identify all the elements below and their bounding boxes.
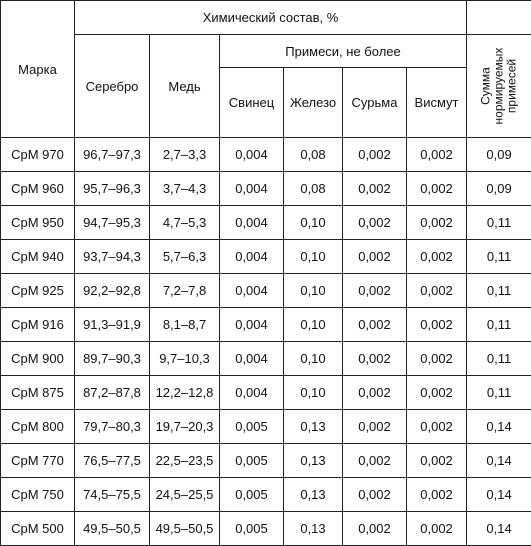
table-row: [1, 172, 531, 206]
header-silver: Серебро: [75, 35, 150, 138]
cell-bismuth: 0,002: [407, 512, 467, 546]
table-row: [1, 206, 531, 240]
cell-bismuth: 0,002: [407, 478, 467, 512]
cell-iron: 0,08: [284, 138, 343, 172]
header-composition: Химический состав, %: [75, 1, 467, 35]
table-row: [1, 376, 531, 410]
cell-copper: 8,1–8,7: [150, 308, 220, 342]
cell-silver: 89,7–90,3: [75, 342, 150, 376]
cell-bismuth: 0,002: [407, 342, 467, 376]
header-sum-cell: [467, 35, 531, 138]
cell-silver: 94,7–95,3: [75, 206, 150, 240]
cell-antimony: 0,002: [343, 444, 407, 478]
cell-lead: 0,004: [220, 376, 284, 410]
cell-bismuth: 0,002: [407, 376, 467, 410]
cell-antimony: 0,002: [343, 206, 407, 240]
cell-sum: 0,11: [467, 376, 531, 410]
cell-copper: 22,5–23,5: [150, 444, 220, 478]
header-bismuth: Висмут: [407, 68, 467, 138]
cell-silver: 91,3–91,9: [75, 308, 150, 342]
cell-iron: 0,10: [284, 240, 343, 274]
header-brand: Марка: [1, 1, 75, 138]
table-row: [1, 308, 531, 342]
header-sum: Сумма нормируемых примесей: [480, 36, 519, 136]
cell-antimony: 0,002: [343, 308, 407, 342]
cell-copper: 49,5–50,5: [150, 512, 220, 546]
cell-brand: СрМ 770: [1, 444, 75, 478]
cell-silver: 74,5–75,5: [75, 478, 150, 512]
cell-brand: СрМ 950: [1, 206, 75, 240]
cell-sum: 0,11: [467, 342, 531, 376]
cell-antimony: 0,002: [343, 410, 407, 444]
cell-brand: СрМ 970: [1, 138, 75, 172]
header-antimony: Сурьма: [343, 68, 407, 138]
cell-iron: 0,13: [284, 512, 343, 546]
cell-silver: 79,7–80,3: [75, 410, 150, 444]
header-blank: [467, 1, 531, 35]
cell-iron: 0,10: [284, 376, 343, 410]
cell-antimony: 0,002: [343, 240, 407, 274]
cell-lead: 0,005: [220, 444, 284, 478]
cell-silver: 76,5–77,5: [75, 444, 150, 478]
cell-sum: 0,09: [467, 138, 531, 172]
cell-iron: 0,10: [284, 274, 343, 308]
cell-copper: 7,2–7,8: [150, 274, 220, 308]
cell-sum: 0,11: [467, 308, 531, 342]
table-row: [1, 240, 531, 274]
cell-sum: 0,14: [467, 410, 531, 444]
cell-brand: СрМ 500: [1, 512, 75, 546]
cell-copper: 5,7–6,3: [150, 240, 220, 274]
cell-antimony: 0,002: [343, 376, 407, 410]
cell-antimony: 0,002: [343, 138, 407, 172]
cell-silver: 93,7–94,3: [75, 240, 150, 274]
cell-copper: 4,7–5,3: [150, 206, 220, 240]
table-row: [1, 444, 531, 478]
header-iron: Железо: [284, 68, 343, 138]
cell-bismuth: 0,002: [407, 206, 467, 240]
cell-brand: СрМ 925: [1, 274, 75, 308]
cell-copper: 3,7–4,3: [150, 172, 220, 206]
cell-brand: СрМ 750: [1, 478, 75, 512]
cell-silver: 95,7–96,3: [75, 172, 150, 206]
cell-bismuth: 0,002: [407, 172, 467, 206]
cell-antimony: 0,002: [343, 274, 407, 308]
cell-brand: СрМ 875: [1, 376, 75, 410]
cell-lead: 0,004: [220, 206, 284, 240]
cell-brand: СрМ 900: [1, 342, 75, 376]
cell-iron: 0,08: [284, 172, 343, 206]
cell-lead: 0,004: [220, 138, 284, 172]
table-row: [1, 342, 531, 376]
cell-copper: 12,2–12,8: [150, 376, 220, 410]
table-row: [1, 138, 531, 172]
cell-lead: 0,004: [220, 342, 284, 376]
cell-iron: 0,13: [284, 478, 343, 512]
cell-lead: 0,005: [220, 478, 284, 512]
cell-silver: 96,7–97,3: [75, 138, 150, 172]
cell-lead: 0,004: [220, 274, 284, 308]
cell-silver: 92,2–92,8: [75, 274, 150, 308]
cell-antimony: 0,002: [343, 342, 407, 376]
cell-lead: 0,004: [220, 308, 284, 342]
cell-sum: 0,14: [467, 444, 531, 478]
cell-bismuth: 0,002: [407, 444, 467, 478]
cell-sum: 0,14: [467, 478, 531, 512]
cell-copper: 9,7–10,3: [150, 342, 220, 376]
table-row: [1, 410, 531, 444]
cell-iron: 0,10: [284, 308, 343, 342]
cell-copper: 2,7–3,3: [150, 138, 220, 172]
header-copper: Медь: [150, 35, 220, 138]
cell-bismuth: 0,002: [407, 410, 467, 444]
cell-sum: 0,14: [467, 512, 531, 546]
cell-sum: 0,09: [467, 172, 531, 206]
cell-bismuth: 0,002: [407, 240, 467, 274]
cell-antimony: 0,002: [343, 512, 407, 546]
cell-iron: 0,13: [284, 410, 343, 444]
cell-lead: 0,005: [220, 410, 284, 444]
header-lead: Свинец: [220, 68, 284, 138]
cell-brand: СрМ 800: [1, 410, 75, 444]
table-row: [1, 478, 531, 512]
cell-antimony: 0,002: [343, 478, 407, 512]
cell-silver: 49,5–50,5: [75, 512, 150, 546]
cell-copper: 19,7–20,3: [150, 410, 220, 444]
cell-sum: 0,11: [467, 206, 531, 240]
header-impurities: Примеси, не более: [220, 35, 467, 68]
cell-iron: 0,10: [284, 206, 343, 240]
cell-lead: 0,005: [220, 512, 284, 546]
cell-copper: 24,5–25,5: [150, 478, 220, 512]
cell-bismuth: 0,002: [407, 308, 467, 342]
cell-sum: 0,11: [467, 240, 531, 274]
cell-brand: СрМ 960: [1, 172, 75, 206]
table-row: [1, 512, 531, 546]
cell-antimony: 0,002: [343, 172, 407, 206]
table-row: [1, 274, 531, 308]
cell-bismuth: 0,002: [407, 138, 467, 172]
cell-bismuth: 0,002: [407, 274, 467, 308]
cell-lead: 0,004: [220, 240, 284, 274]
cell-brand: СрМ 940: [1, 240, 75, 274]
cell-sum: 0,11: [467, 274, 531, 308]
cell-lead: 0,004: [220, 172, 284, 206]
table-body: [1, 138, 531, 546]
cell-brand: СрМ 916: [1, 308, 75, 342]
cell-iron: 0,13: [284, 444, 343, 478]
cell-iron: 0,10: [284, 342, 343, 376]
cell-silver: 87,2–87,8: [75, 376, 150, 410]
